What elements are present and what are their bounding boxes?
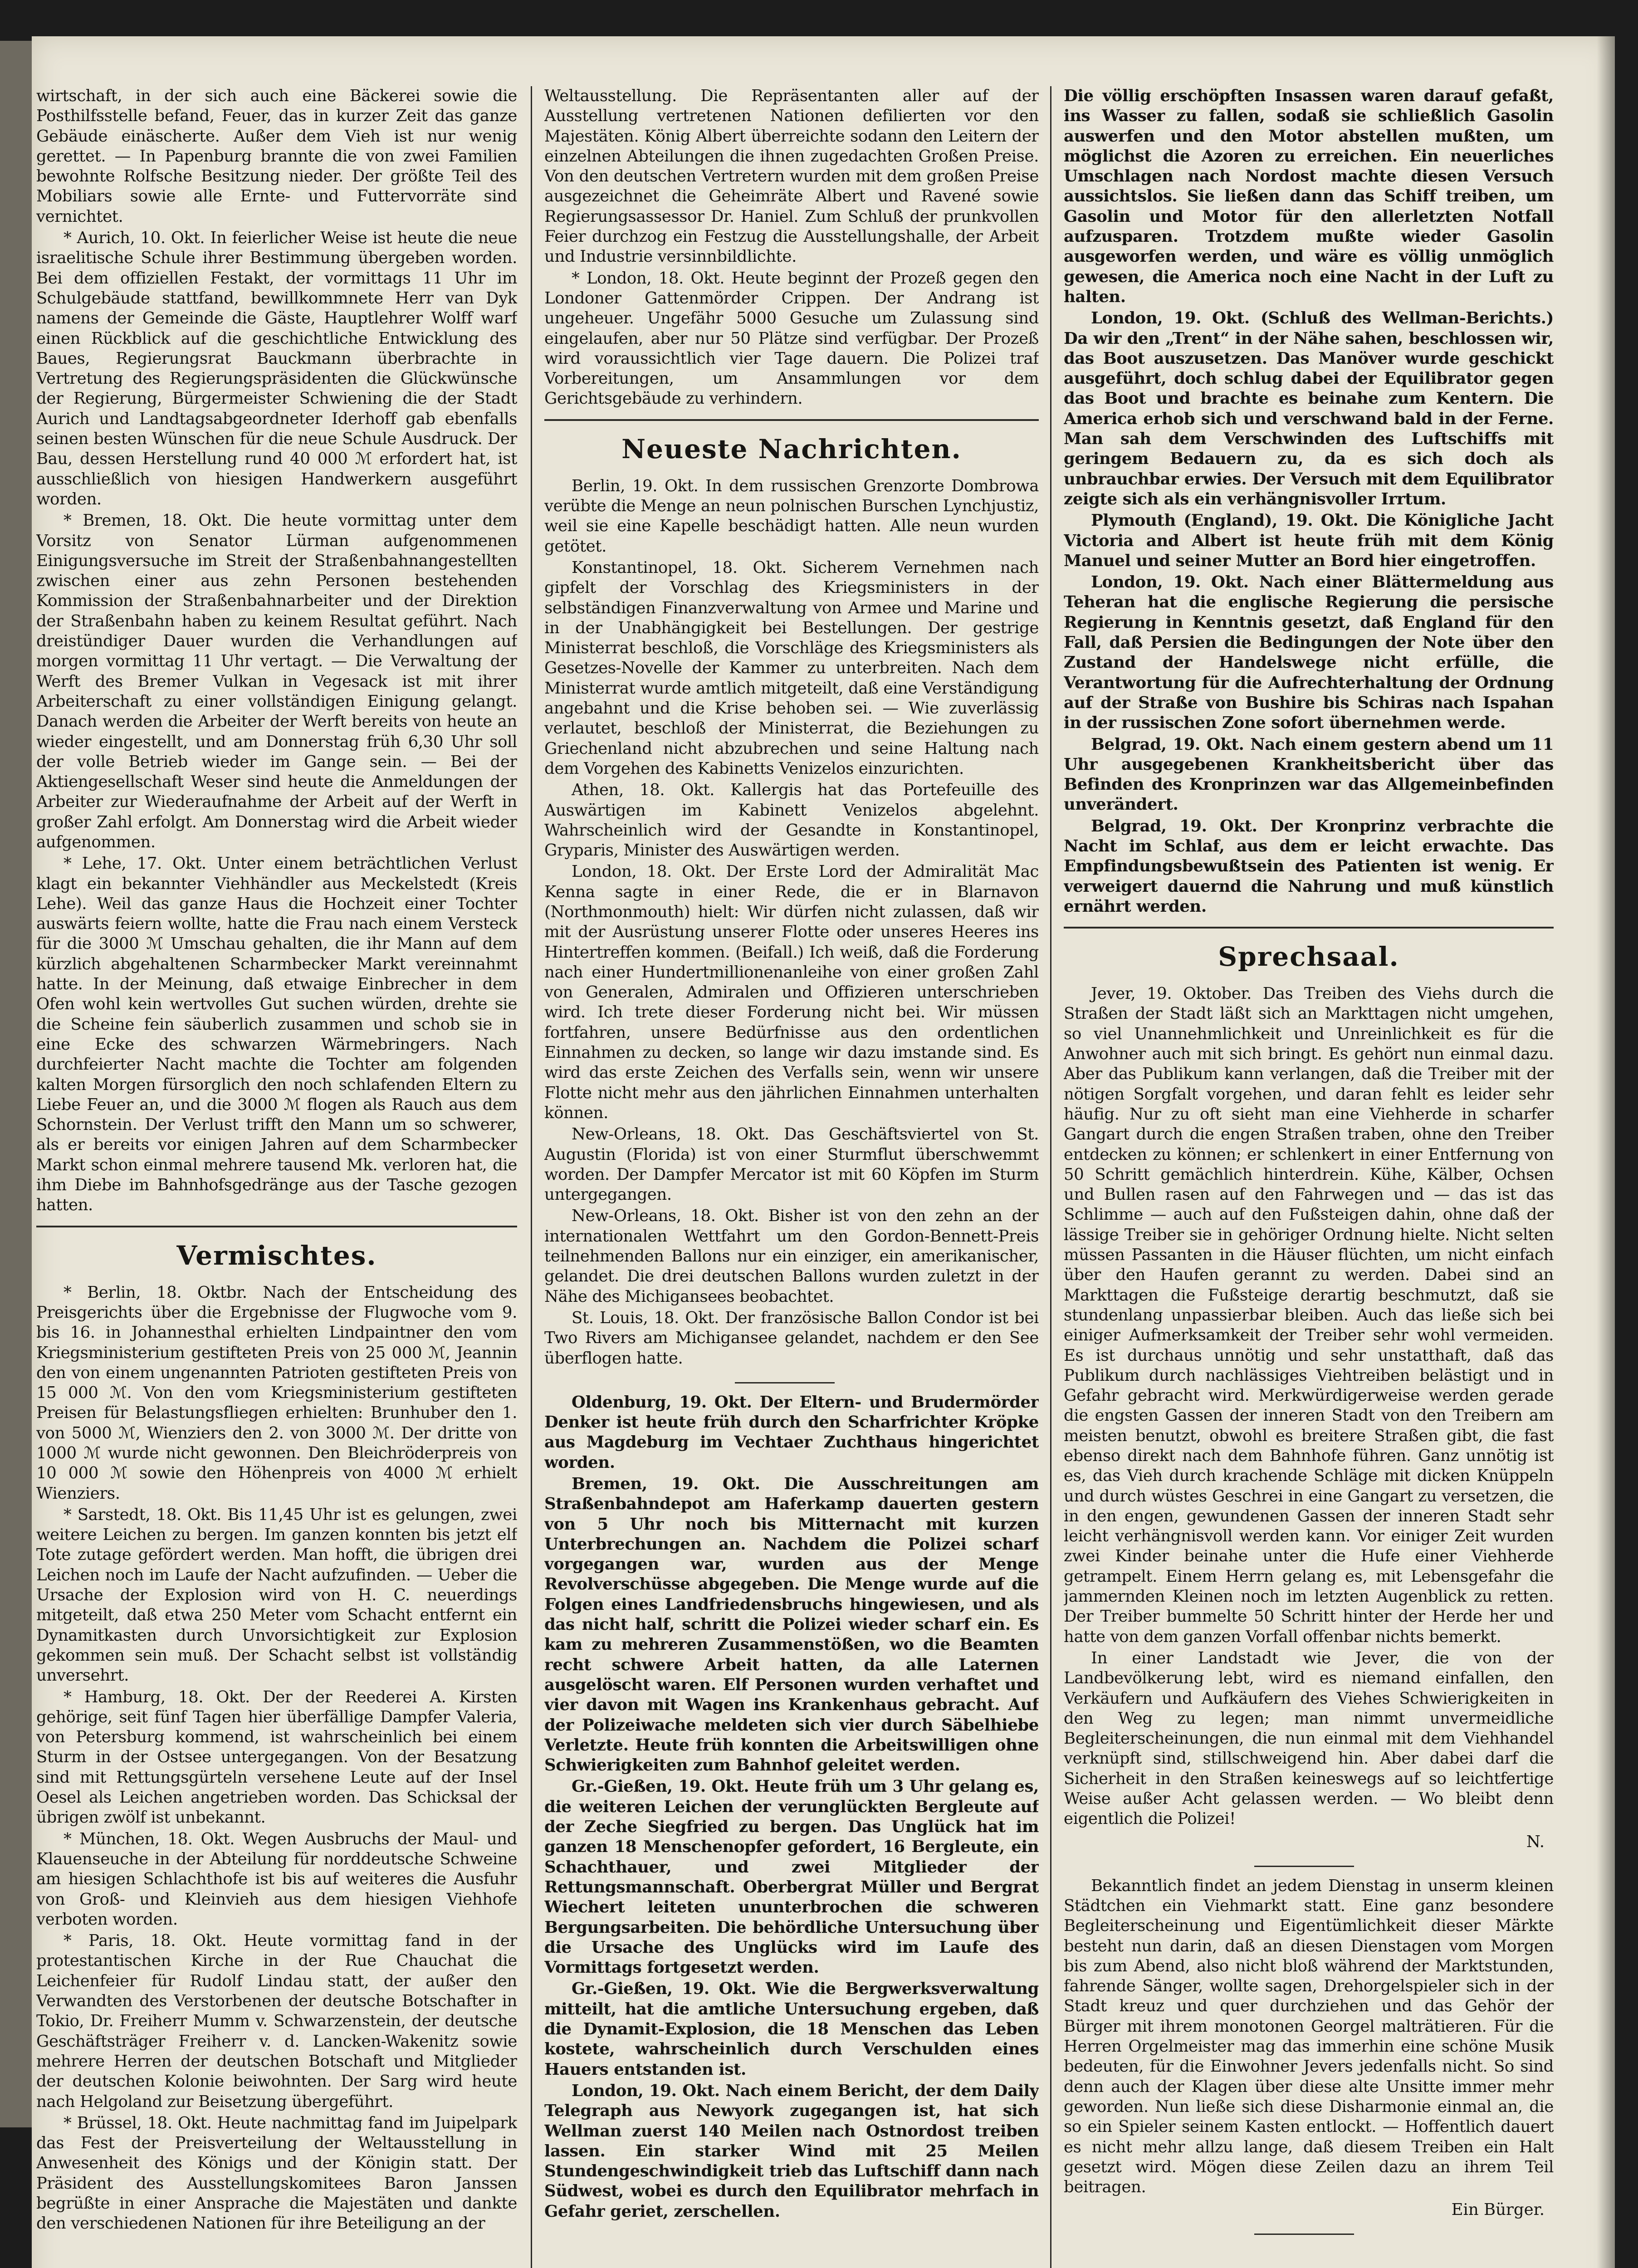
newspaper-page bbox=[32, 36, 1615, 2268]
news-wellman-continuation: Die völlig erschöpften Insassen waren darauf gefaßt, ins Wasser zu fallen, sodaß sie schließlich Gasolin auswerfen und den Motor abstellen mußten, um möglichst die Azoren zu erreichen. Ein neuerliches Umschlagen nach Nordost machte diesen Versuch aussichtslos. Sie ließen dann das Schiff treiben, um Gasolin und Motor für den allerletzten Notfall aufzusparen. Trotzdem mußte wieder Gasolin ausgeworfen werden, und wäre es völlig unmöglich gewesen, die America noch eine Nacht in der Luft zu halten. bbox=[1064, 87, 1554, 306]
news-oldenburg: Oldenburg, 19. Okt. Der Eltern- und Brudermörder Denker ist heute früh durch den Scharfrichter Kröpke aus Magdeburg im Vechtaer Zuchthaus hingerichtet worden. bbox=[544, 1393, 1039, 1472]
column-middle bbox=[544, 86, 1039, 2268]
letter-jever-viehtreiben: Jever, 19. Oktober. Das Treiben des Viehs durch die Straßen der Stadt läßt sich an Markttagen nicht umgehen, so viel Unannehmlichkeit und Unreinlichkeit es für die Anwohner auch mit sich bringt. Es gehört nun einmal dazu. Aber das Publikum kann verlangen, daß die Treiber mit der nötigen Sorgfalt vorgehen, und daran fehlt es leider sehr häufig. Nur zu oft sieht man eine Viehherde in scharfer Gangart durch die engen Straßen traben, ohne den Treiber entdecken zu können; er schlenkert in einer Entfernung von 50 Schritt gemächlich hinterdrein. Kühe, Kälber, Ochsen und Bullen rasen auf den Fahrwegen und — das ist das Schlimme — auch auf den Fußsteigen dahin, ohne daß der lässige Treiber sie in gehöriger Ordnung hielte. Nicht selten müssen Passanten in die Häuser flüchten, um nicht einfach über den Haufen gerannt zu werden. Dabei sind an Markttagen die Fußsteige derartig beschmutzt, daß sie stundenlang unpassierbar bleiben. Auch das ließe sich bei einiger Aufmerksamkeit der Treiber sehr wohl vermeiden. Es ist durchaus unnötig und sehr unstatthaft, daß das Publikum durch nachlässiges Viehtreiben belästigt und in Gefahr gebracht wird. Merkwürdigerweise werden gerade die engsten Gassen der inneren Stadt von den Treibern am meisten benutzt, obwohl es breitere Straßen gibt, die fast ebenso direkt nach dem Bahnhofe führen. Ganz unnötig ist es, das Vieh durch krachende Schläge mit dicken Knüppeln und durch wüstes Geschrei in eine Gangart zu versetzen, die in den engen, gewundenen Gassen der inneren Stadt sehr leicht verhängnisvoll werden kann. Vor einiger Zeit wurden zwei Kinder beinahe unter die Hufe einer Viehherde getrampelt. Einem Herrn gelang es, mit Lebensgefahr die jammernden Kleinen noch im letzten Augenblick zu retten. Der Treiber bummelte 50 Schritt hinter der Herde her und hatte von dem ganzen Vorfall offenbar nichts bemerkt. bbox=[1064, 984, 1554, 1646]
article-paris: * Paris, 18. Okt. Heute vormittag fand in der protestantischen Kirche in der Rue Chauchat die Leichenfeier für Rudolf Lindau statt, der außer den Verwandten des Verstorbenen der deutsche Botschafter in Tokio, Dr. Freiherr Mumm v. Schwarzenstein, der deutsche Geschäftsträger Freiherr v. d. Lancken-Wakenitz sowie mehrere Herren der deutschen Botschaft und Mitglieder der deutschen Kolonie beiwohnten. Der Sarg wird heute nach Helgoland zur Beisetzung übergeführt. bbox=[36, 1931, 517, 2111]
section-heading-vermischtes: Vermischtes. bbox=[176, 1240, 377, 1271]
article-hamburg: * Hamburg, 18. Okt. Der der Reederei A. Kirsten gehörige, seit fünf Tagen hier überfällige Dampfer Valeria, von Petersburg kommend, ist wahrscheinlich bei einem Sturm in der Ostsee untergegangen. Von der Besatzung sind mit Rettungsgürteln versehene Leute auf der Insel Oesel als Leichen angetrieben worden. Das Schicksal der übrigen zwölf ist unbekannt. bbox=[36, 1687, 517, 1827]
article-muenchen: * München, 18. Okt. Wegen Ausbruchs der Maul- und Klauenseuche in der Abteilung für norddeutsche Schweine am hiesigen Schlachthofe ist bis auf weiteres die Ausfuhr von Groß- und Kleinvieh aus dem hiesigen Viehhofe verboten worden. bbox=[36, 1829, 517, 1929]
news-berlin: Berlin, 19. Okt. In dem russischen Grenzorte Dombrowa verübte die Menge an neun polnischen Burschen Lynchjustiz, weil sie eine Kapelle beschädigt hatten. Alle neun wurden getötet. bbox=[544, 476, 1039, 556]
article-bruessel-continuation: Weltausstellung. Die Repräsentanten aller auf der Ausstellung vertretenen Nationen defilierten vor den Majestäten. König Albert überreichte sodann den Leitern der einzelnen Abteilungen die ihnen zugedachten Großen Preise. Von den deutschen Vertretern wurden mit dem großen Preise ausgezeichnet die Geheimräte Albert und Ravené sowie Regierungsassessor Dr. Haniel. Zum Schluß der prunkvollen Feier durchzog ein Festzug die Ausstellungshalle, der Arbeit und Industrie versinnbildlichte. bbox=[544, 87, 1039, 266]
short-divider bbox=[1254, 2234, 1354, 2235]
news-athen: Athen, 18. Okt. Kallergis hat das Portefeuille des Auswärtigen im Kabinett Venizelos abgelehnt. Wahrscheinlich wird der Gesandte in Konstantinopel, Gryparis, Minister des Auswärtigen werden. bbox=[544, 781, 1039, 860]
news-bremen: Bremen, 19. Okt. Die Ausschreitungen am Straßenbahndepot am Haferkamp dauerten gestern von 5 Uhr noch bis Mitternacht mit kurzen Unterbrechungen an. Nachdem die Polizei scharf vorgegangen war, wurden aus der Menge Revolverschüsse abgegeben. Die Menge wurde auf die Folgen eines Landfriedensbruchs hingewiesen, und als das nicht half, schritt die Polizei wieder scharf ein. Es kam zu mehreren Zusammenstößen, wo die Beamten recht schwere Arbeit hatten, da alle Laternen ausgelöscht waren. Elf Personen wurden verhaftet und vier davon mit Wagen ins Krankenhaus gebracht. Auf der Polizeiwache meldeten sich vier durch Säbelhiebe Verletzte. Heute früh konnten die Arbeitswilligen ohne Schwierigkeiten zum Bahnhof geleitet werden. bbox=[544, 1475, 1039, 1775]
short-divider bbox=[1254, 1866, 1354, 1867]
page-gutter-shadow bbox=[1597, 36, 1615, 2268]
short-divider bbox=[735, 1382, 835, 1383]
article-fire-continuation: wirtschaft, in der sich auch eine Bäckerei sowie die Posthilfsstelle befand, Feuer, das in kurzer Zeit das ganze Gebäude einäscherte. Außer dem Vieh ist nur wenig gerettet. — In Papenburg brannte die von zwei Familien bewohnte Rolfsche Besitzung nieder. Der größte Teil des Mobiliars sowie alle Ernte- und Futtervorräte sind vernichtet. bbox=[36, 87, 517, 226]
section-heading-sprechsaal: Sprechsaal. bbox=[1218, 941, 1399, 973]
news-london-admiralitaet: London, 18. Okt. Der Erste Lord der Admiralität Mac Kenna sagte in einer Rede, die er in Blarnavon (Northmonmouth) hielt: Wir dürfen nicht zulassen, daß wir mit der Ausrüstung unserer Flotte oder unseres Heeres ins Hintertreffen kommen. (Beifall.) Ich weiß, daß die Forderung nach einer Hundertmillionenanleihe von einer großen Zahl von Generalen, Admiralen und Offizieren unterschrieben wird. Ich trete dieser Forderung nicht bei. Wir müssen fortfahren, unsere Bedürfnisse aus den ordentlichen Einnahmen zu decken, so lange wir dazu imstande sind. Es wird das erste Zeichen des Verfalls sein, wenn wir unsere Flotte nicht mehr aus den jährlichen Einnahmen unterhalten können. bbox=[544, 862, 1039, 1122]
news-london-teheran: London, 19. Okt. Nach einer Blättermeldung aus Teheran hat die englische Regierung die persische Regierung in Kenntnis gesetzt, daß England für den Fall, daß Persien die Bedingungen der Note über den Zustand der Handelswege nicht erfülle, die Verantwortung für die Aufrechterhaltung der Ordnung auf der Straße von Bushire bis Schiras nach Ispahan in der russischen Zone sofort übernehmen werde. bbox=[1064, 573, 1554, 733]
article-berlin-flugwoche: * Berlin, 18. Oktbr. Nach der Entscheidung des Preisgerichts über die Ergebnisse der Flugwoche vom 9. bis 16. in Johannesthal erhielten Lindpaintner den vom Kriegsministerium gestifteten Preis von 25 000 ℳ, Jeannin den von einem ungenannten Patrioten gestifteten Preis von 15 000 ℳ. Von den vom Kriegsministerium gestifteten Preisen für Belastungsfliegen erhielten: Brunhuber den 1. von 5000 ℳ, Wienziers den 2. von 3000 ℳ. Der dritte von 1000 ℳ wurde nicht gewonnen. Den Bleichröderpreis von 10 000 ℳ sowie den Höhenpreis von 4000 ℳ erhielt Wienziers. bbox=[36, 1283, 517, 1503]
news-st-louis: St. Louis, 18. Okt. Der französische Ballon Condor ist bei Two Rivers am Michigansee gelandet, nachdem er den See überflogen hatte. bbox=[544, 1308, 1039, 1368]
section-divider bbox=[544, 419, 1039, 421]
news-london-wellman: London, 19. Okt. Nach einem Bericht, der dem Daily Telegraph aus Newyork zugegangen ist, hat sich Wellman zuerst 140 Meilen nach Ostnordost treiben lassen. Ein starker Wind mit 25 Meilen Stundengeschwindigkeit trieb das Luftschiff dann nach Südwest, wobei es durch den Equilibrator mehrfach in Gefahr geriet, zerschellen. bbox=[544, 2081, 1039, 2221]
letter-drehorgel: Bekanntlich findet an jedem Dienstag in unserm kleinen Städtchen ein Viehmarkt statt. Eine ganz besondere Begleiterscheinung und Eigentümlichkeit dieser Märkte besteht nun darin, daß an diesen Dienstagen vom Morgen bis zum Abend, also nicht bloß während der Marktstunden, fahrende Sänger, wollte sagen, Drehorgelspieler sich in der Stadt kreuz und quer durchziehen und das Gehör der Bürger mit ihrem monotonen Georgel malträtieren. Für die Herren Orgelmeister mag das immerhin eine schöne Musik bedeuten, für die Einwohner Jevers jedenfalls nicht. So sind denn auch der Klagen über diese alte Unsitte immer mehr geworden. Nun ließe sich diese Disharmonie einmal an, die so ein Spieler seinem Kasten entlockt. — Hoffentlich dauert es nicht mehr allzu lange, daß diesem Treiben ein Halt gesetzt wird. Mögen diese Zeilen dazu an ihrem Teil beitragen. bbox=[1064, 1876, 1554, 2197]
column-rule-left bbox=[531, 86, 532, 2268]
letter-signature-n: N. bbox=[1526, 1832, 1545, 1851]
article-london-crippen: * London, 18. Okt. Heute beginnt der Prozeß gegen den Londoner Gattenmörder Crippen. Der Andrang ist ungeheuer. Ungefähr 5000 Gesuche um Zulassung sind eingelaufen, aber nur 50 Plätze sind verfügbar. Der Prozeß wird voraussichtlich vier Tage dauern. Die Polizei traf Vorbereitungen, um Ansammlungen vor dem Gerichtsgebäude zu verhindern. bbox=[544, 269, 1039, 408]
news-belgrad-1: Belgrad, 19. Okt. Nach einem gestern abend um 11 Uhr ausgegebenen Krankheitsbericht über das Befinden des Kronprinzen war das Allgemeinbefinden unverändert. bbox=[1064, 735, 1554, 814]
letter-jever-continuation: In einer Landstadt wie Jever, die von der Landbevölkerung lebt, wird es niemand einfallen, den Verkäufern und Aufkäufern des Viehes Schwierigkeiten in den Weg zu legen; man nimmt unvermeidliche Begleiterscheinungen, die nun einmal mit dem Viehhandel verknüpft sind, stillschweigend hin. Aber dabei darf die Sicherheit in den Straßen keineswegs auf so leichtfertige Weise außer Acht gelassen werden. — Wo bleibt denn eigentlich die Polizei! bbox=[1064, 1648, 1554, 1828]
news-konstantinopel: Konstantinopel, 18. Okt. Sicherem Vernehmen nach gipfelt der Vorschlag des Kriegsministers in der selbständigen Finanzverwaltung von Armee und Marine und in der Unabhängigkeit bei Bestellungen. Der gestrige Ministerrat beschloß, die Vorschläge des Kriegsministers als Gesetzes-Novelle der Kammer zu unterbreiten. Nach dem Ministerrat wurde amtlich mitgeteilt, daß eine Verständigung angebahnt und die Krise behoben sei. — Wie zuverlässig verlautet, beschloß der Ministerrat, die Beziehungen zu Griechenland nicht abzubrechen und seine Haltung nach dem Vorgehen des Kabinetts Venizelos einzurichten. bbox=[544, 558, 1039, 778]
column-right bbox=[1064, 86, 1554, 2268]
section-heading-neueste-nachrichten: Neueste Nachrichten. bbox=[621, 433, 962, 464]
article-bremen: * Bremen, 18. Okt. Die heute vormittag unter dem Vorsitz von Senator Lürman aufgenommenen Einigungsversuche im Streit der Straßenbahnangestellten zwischen einer aus zehn Personen bestehenden Kommission der Straßenbahnarbeiter und der Direktion der Straßenbahn haben zu keinem Resultat geführt. Nach dreistündiger Dauer wurden die Verhandlungen auf morgen vormittag 11 Uhr vertagt. — Die Verwaltung der Werft des Bremer Vulkan in Vegesack ist mit ihrer Arbeiterschaft zu einer vollständigen Einigung gelangt. Danach werden die Arbeiter der Werft bereits von heute an wieder eingestellt, und am Donnerstag früh 6,30 Uhr soll der volle Betrieb wieder im Gange sein. — Bei der Aktiengesellschaft Weser sind heute die Anmeldungen der Arbeiter zur Wiederaufnahme der Arbeit auf der Werft in großer Zahl erfolgt. Am Donnerstag wird die Arbeit wieder aufgenommen. bbox=[36, 511, 517, 851]
news-plymouth: Plymouth (England), 19. Okt. Die Königliche Jacht Victoria and Albert ist heute früh mit dem König Manuel und seiner Mutter an Bord hier eingetroffen. bbox=[1064, 511, 1554, 570]
news-london-wellman-end: London, 19. Okt. (Schluß des Wellman-Berichts.) Da wir den „Trent“ in der Nähe sahen, beschlossen wir, das Boot auszusetzen. Das Manöver wurde geschickt ausgeführt, doch schlug dabei der Equilibrator gegen das Boot und brachte es beinahe zum Kentern. Die America erhob sich und verschwand bald in der Ferne. Man sah dem Verschwinden des Luftschiffs mit geringem Bedauern zu, da es sich doch als unbrauchbar erwies. Der Versuch mit dem Equilibrator zeigte sich als ein verhängnisvoller Irrtum. bbox=[1064, 309, 1554, 508]
article-sarstedt: * Sarstedt, 18. Okt. Bis 11,45 Uhr ist es gelungen, zwei weitere Leichen zu bergen. Im ganzen konnten bis jetzt elf Tote zutage gefördert werden. Man hofft, die übrigen drei Leichen noch im Laufe der Nacht aufzufinden. — Ueber die Ursache der Explosion wird von H. C. neuerdings mitgeteilt, daß etwa 250 Meter vom Schacht entfernt ein Dynamitkasten durch Unvorsichtigkeit zur Explosion gekommen sein muß. Der Schacht selbst ist vollständig unversehrt. bbox=[36, 1505, 517, 1685]
news-gr-giessen-1: Gr.-Gießen, 19. Okt. Heute früh um 3 Uhr gelang es, die weiteren Leichen der verunglückten Bergleute auf der Zeche Siegfried zu bergen. Das Unglück hat im ganzen 18 Menschenopfer gefordert, 16 Bergleute, ein Schachthauer, und zwei Mitglieder der Rettungsmannschaft. Oberbergrat Müller und Bergrat Wiechert leiteten ununterbrochen die schweren Bergungsarbeiten. Die behördliche Untersuchung über die Ursache des Unglücks wird im Laufe des Vormittags fortgesetzt werden. bbox=[544, 1777, 1039, 1977]
article-bruessel: * Brüssel, 18. Okt. Heute nachmittag fand im Juipelpark das Fest der Preisverteilung der Weltausstellung in Anwesenheit des Königs und der Königin statt. Der Präsident des Ausstellungskomitees Baron Janssen begrüßte in einer Ansprache die Majestäten und dankte den verschiedenen Nationen für ihre Beteiligung an der bbox=[36, 2113, 517, 2233]
news-gr-giessen-2: Gr.-Gießen, 19. Okt. Wie die Bergwerksverwaltung mitteilt, hat die amtliche Untersuchung ergeben, daß die Dynamit-Explosion, die 18 Menschen das Leben kostete, wahrscheinlich durch Verschulden eines Hauers entstanden ist. bbox=[544, 1980, 1039, 2079]
column-left bbox=[36, 86, 517, 2268]
news-new-orleans-1: New-Orleans, 18. Okt. Das Geschäftsviertel von St. Augustin (Florida) ist von einer Sturmflut überschwemmt worden. Der Dampfer Mercator ist mit 60 Köpfen im Sturm untergegangen. bbox=[544, 1125, 1039, 1204]
news-new-orleans-2: New-Orleans, 18. Okt. Bisher ist von den zehn an der internationalen Wettfahrt um den Gordon-Bennett-Preis teilnehmenden Ballons nur ein einziger, ein amerikanischer, gelandet. Die drei deutschen Ballons wurden zuletzt in der Nähe des Michigansees beobachtet. bbox=[544, 1207, 1039, 1306]
article-aurich: * Aurich, 10. Okt. In feierlicher Weise ist heute die neue israelitische Schule ihrer Bestimmung übergeben worden. Bei dem offiziellen Festakt, der vormittags 11 Uhr im Schulgebäude stattfand, bewillkommnete Herr van Dyk namens der Gemeinde die Gäste, Hauptlehrer Wolff warf einen Rückblick auf die geschichtliche Entwicklung des Baues, Regierungsrat Bauckmann überbrachte in Vertretung des Regierungspräsidenten die Glückwünsche der Regierung, Bürgermeister Schwiening die der Stadt Aurich und Landtagsabgeordneter Iderhoff gab ebenfalls seinen besten Wünschen für die neue Schule Ausdruck. Der Bau, dessen Herstellung rund 40 000 ℳ erfordert hat, ist ausschließlich von hiesigen Handwerkern ausgeführt worden. bbox=[36, 229, 517, 508]
previous-page-edge bbox=[0, 41, 32, 2127]
article-lehe: * Lehe, 17. Okt. Unter einem beträchtlichen Verlust klagt ein bekannter Viehhändler aus Meckelstedt (Kreis Lehe). Weil das ganze Haus die Hochzeit einer Tochter auswärts feiern wollte, hatte die Frau nach einem Versteck für die 3000 ℳ Umschau gehalten, die ihr Mann auf dem kürzlich abgehaltenen Scharmbecker Markt vereinnahmt hatte. In der Meinung, daß etwaige Einbrecher in dem Ofen wohl kein wertvolles Gut suchen würden, drehte sie die Scheine fein säuberlich zusammen und schob sie in eine Ecke des schwarzen Wärmebringers. Nach durchfeierter Nacht machte die Tochter am folgenden kalten Morgen fürsorglich den noch schlafenden Eltern zu Liebe Feuer an, und die 3000 ℳ flogen als Rauch aus dem Schornstein. Der Verlust trifft den Mann um so schwerer, als er bereits vor einigen Jahren auf dem Scharmbecker Markt schon einmal mehrere tausend Mk. verloren hat, die ihm Diebe im Bahnhofsgedränge aus der Tasche gezogen hatten. bbox=[36, 854, 517, 1215]
section-divider bbox=[1064, 927, 1554, 929]
news-belgrad-2: Belgrad, 19. Okt. Der Kronprinz verbrachte die Nacht im Schlaf, aus dem er leicht erwachte. Das Empfindungsbewußtsein des Patienten ist wenig. Er verweigert dauernd die Nahrung und muß künstlich ernährt werden. bbox=[1064, 816, 1554, 916]
column-rule-right bbox=[1050, 86, 1051, 2268]
letter-signature-buerger: Ein Bürger. bbox=[1451, 2200, 1545, 2219]
section-divider bbox=[36, 1226, 517, 1227]
